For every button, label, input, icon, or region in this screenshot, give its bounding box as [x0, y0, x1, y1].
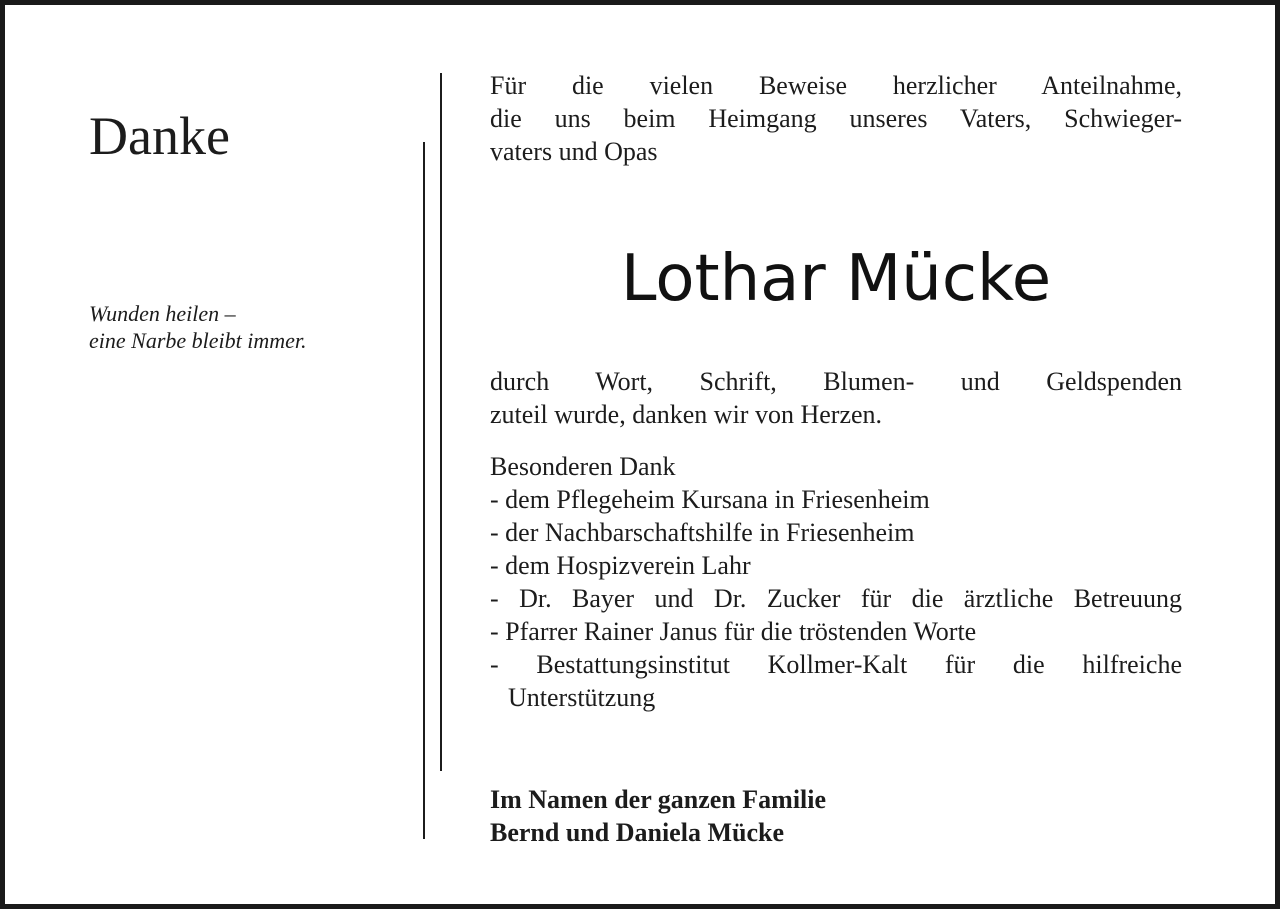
heading-danke: Danke — [89, 106, 230, 166]
special-thanks-item: - Pfarrer Rainer Janus für die tröstenden Worte — [490, 617, 977, 646]
thanks-line-1: durch Wort, Schrift, Blumen- und Geldspenden — [490, 367, 1182, 396]
vertical-rule-right — [440, 73, 442, 771]
signature-line-1: Im Namen der ganzen Familie — [490, 785, 827, 814]
motto-line-1: Wunden heilen – — [89, 301, 236, 326]
intro-line-1: Für die vielen Beweise herzlicher Anteilnahme, — [490, 71, 1182, 100]
deceased-name: Lothar Mücke — [620, 242, 1052, 316]
special-thanks-item: - dem Pflegeheim Kursana in Friesenheim — [490, 485, 930, 514]
special-thanks-item: - Bestattungsinstitut Kollmer-Kalt für die hilfreiche — [490, 650, 1182, 679]
intro-line-2: die uns beim Heimgang unseres Vaters, Schwieger- — [490, 104, 1182, 133]
intro-line-3: vaters und Opas — [490, 137, 658, 166]
special-thanks-title: Besonderen Dank — [490, 452, 676, 481]
special-thanks — [490, 450, 1182, 714]
special-thanks-item: - der Nachbarschaftshilfe in Friesenheim — [490, 518, 915, 547]
motto — [89, 300, 409, 354]
intro-paragraph — [490, 69, 1182, 168]
signature-line-2: Bernd und Daniela Mücke — [490, 818, 784, 847]
signature — [490, 783, 1182, 849]
special-thanks-continuation: Unterstützung — [508, 683, 656, 712]
thanks-line-2: zuteil wurde, danken wir von Herzen. — [490, 400, 883, 429]
special-thanks-item: - dem Hospizverein Lahr — [490, 551, 751, 580]
vertical-rule-left — [423, 142, 425, 839]
motto-line-2: eine Narbe bleibt immer. — [89, 328, 307, 353]
special-thanks-item: - Dr. Bayer und Dr. Zucker für die ärztliche Betreuung — [490, 584, 1182, 613]
thanks-paragraph — [490, 365, 1182, 431]
